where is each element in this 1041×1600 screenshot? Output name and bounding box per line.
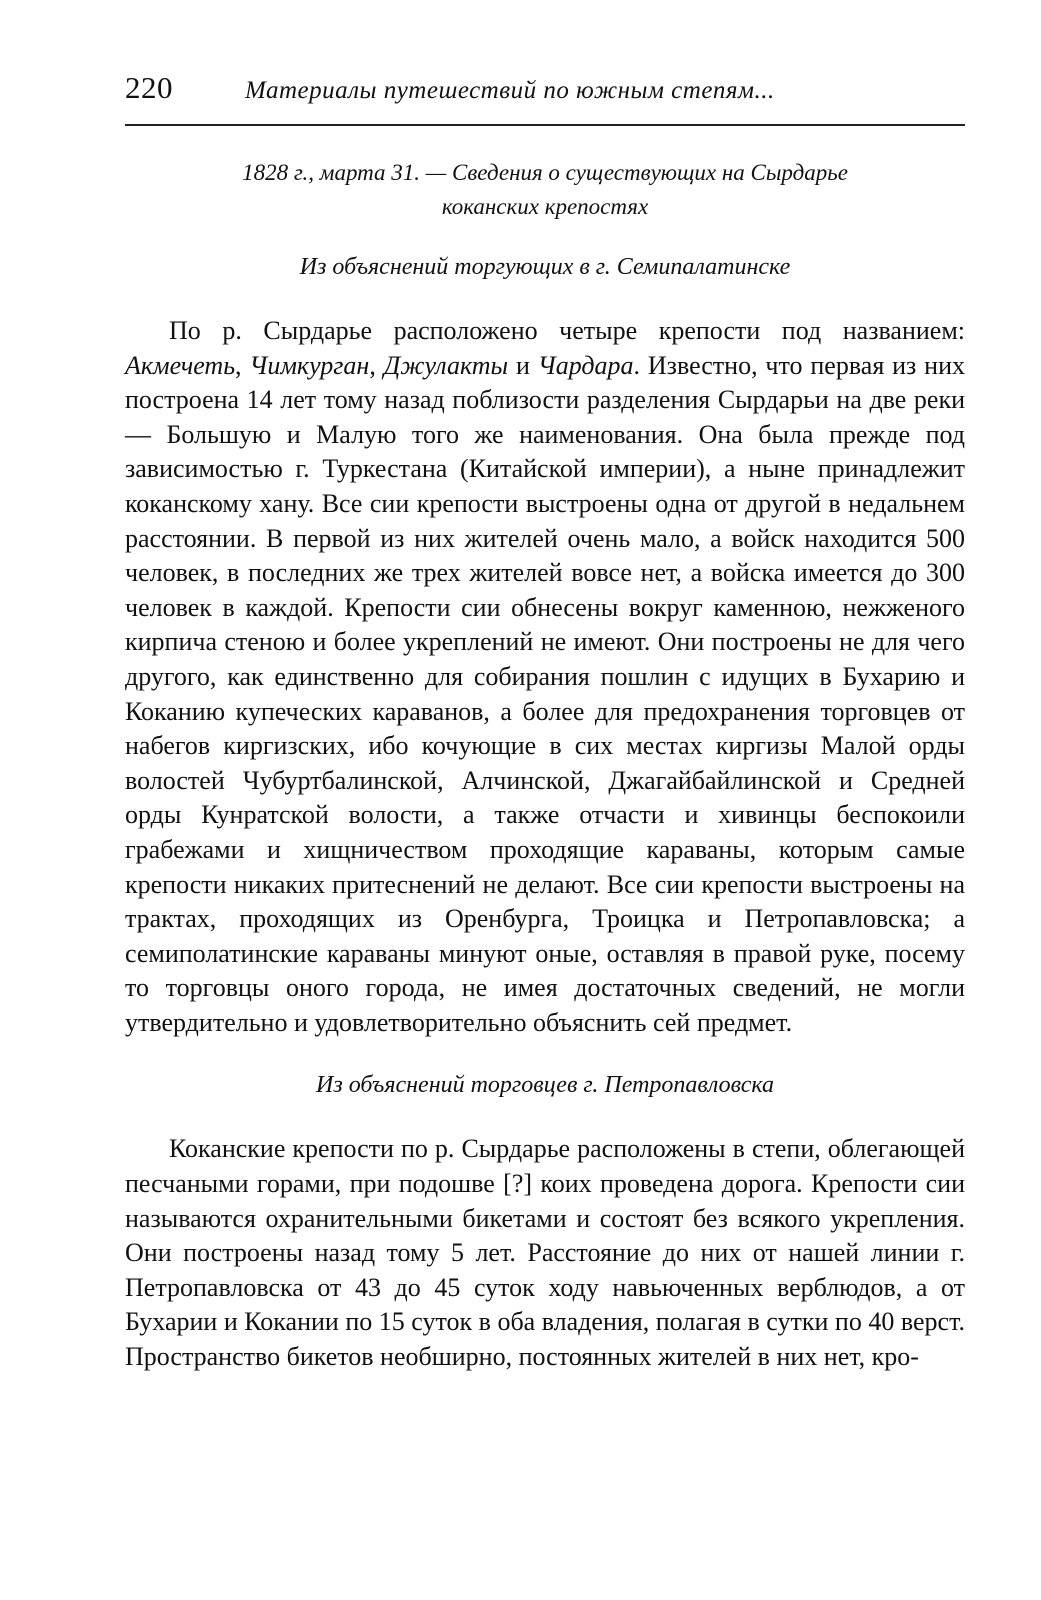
separator: , <box>235 350 250 380</box>
fortress-name-chardara: Чардара <box>537 350 634 380</box>
fortress-name-dzhulakty: Джулакты <box>383 350 509 380</box>
section-heading-petropavlovsk: Из объяснений торговцев г. Петропавловска <box>316 1072 774 1099</box>
paragraph-petropavlovsk: Коканские крепости по р. Сырдарье расположены в степи, облегающей песчаными горами, при подошве [?] коих проведена дорога. Крепости сии называются охранительными бикетами и состоят без всякого укрепления. Они построены назад тому 5 лет. Расстояние до них от нашей линии г. Петропавловска от 43 до 45 суток ходу навьюченных верблюдов, а от Бухарии и Кокании по 15 суток в оба владения, полагая в сутки по 40 верст. Пространство бикетов необширно, постоянных жителей в них нет, кро- <box>125 1134 965 1372</box>
fortress-name-akmechet: Акмечеть <box>125 350 236 380</box>
separator: и <box>508 350 538 380</box>
document-title-line-1: 1828 г., марта 31. — Сведения о существующих на Сырдарье <box>242 160 848 185</box>
page-number: 220 <box>125 70 173 105</box>
paragraph-rest: . Известно, что первая из них построена 14 лет тому назад поблизости разделения Сырдарьи на две реки — Большую и Малую того же наименования. Она была прежде под зависимостью г. Туркестана (Китайской империи), а ныне принадлежит коканскому хану. Все сии крепости выстроены одна от другой в недальнем расстоянии. В первой из них жителей очень мало, а войск находится 500 человек, в последних же трех жителей вовсе нет, а войска имеется до 300 человек в каждой. Крепости сии обнесены вокруг каменною, нежженого кирпича стеною и более укреплений не имеют. Они построены не для чего другого, как единственно для собирания пошлин с идущих в Бухарию и Коканию купеческих караванов, а более для предохранения торговцев от набегов киргизских, ибо кочующие в сих местах киргизы Малой орды волостей Чубуртбалинской, Алчинской, Джагайбайлинской и Средней орды Кунратской волости, а также отчасти и хивинцы беспокоили грабежами и хищничеством проходящие караваны, которым самые крепости никаких притеснений не делают. Все сии крепости выстроены на трактах, проходящих из Оренбурга, Троицка и Петропавловска; а семиполатинские караваны минуют оные, оставляя в правой руке, посему то торговцы оного города, не имея достаточных сведений, не могли утвердительно и удовлетворительно объяснить сей предмет. <box>125 350 966 1037</box>
fortress-name-chimkurgan: Чимкурган <box>249 350 370 380</box>
section-heading-semipalatinsk: Из объяснений торгующих в г. Семипалатинске <box>299 254 791 280</box>
page-header <box>125 70 965 120</box>
header-rule <box>125 124 965 126</box>
separator: , <box>369 350 384 380</box>
paragraph-start: По р. Сырдарье расположено четыре крепости под названием: <box>169 316 965 345</box>
document-title-line-2: коканских крепостях <box>441 194 649 219</box>
running-title: Материалы путешествий по южным степям... <box>245 77 775 104</box>
book-page <box>125 70 965 1375</box>
document-title <box>125 156 965 224</box>
paragraph-semipalatinsk <box>125 314 965 1040</box>
